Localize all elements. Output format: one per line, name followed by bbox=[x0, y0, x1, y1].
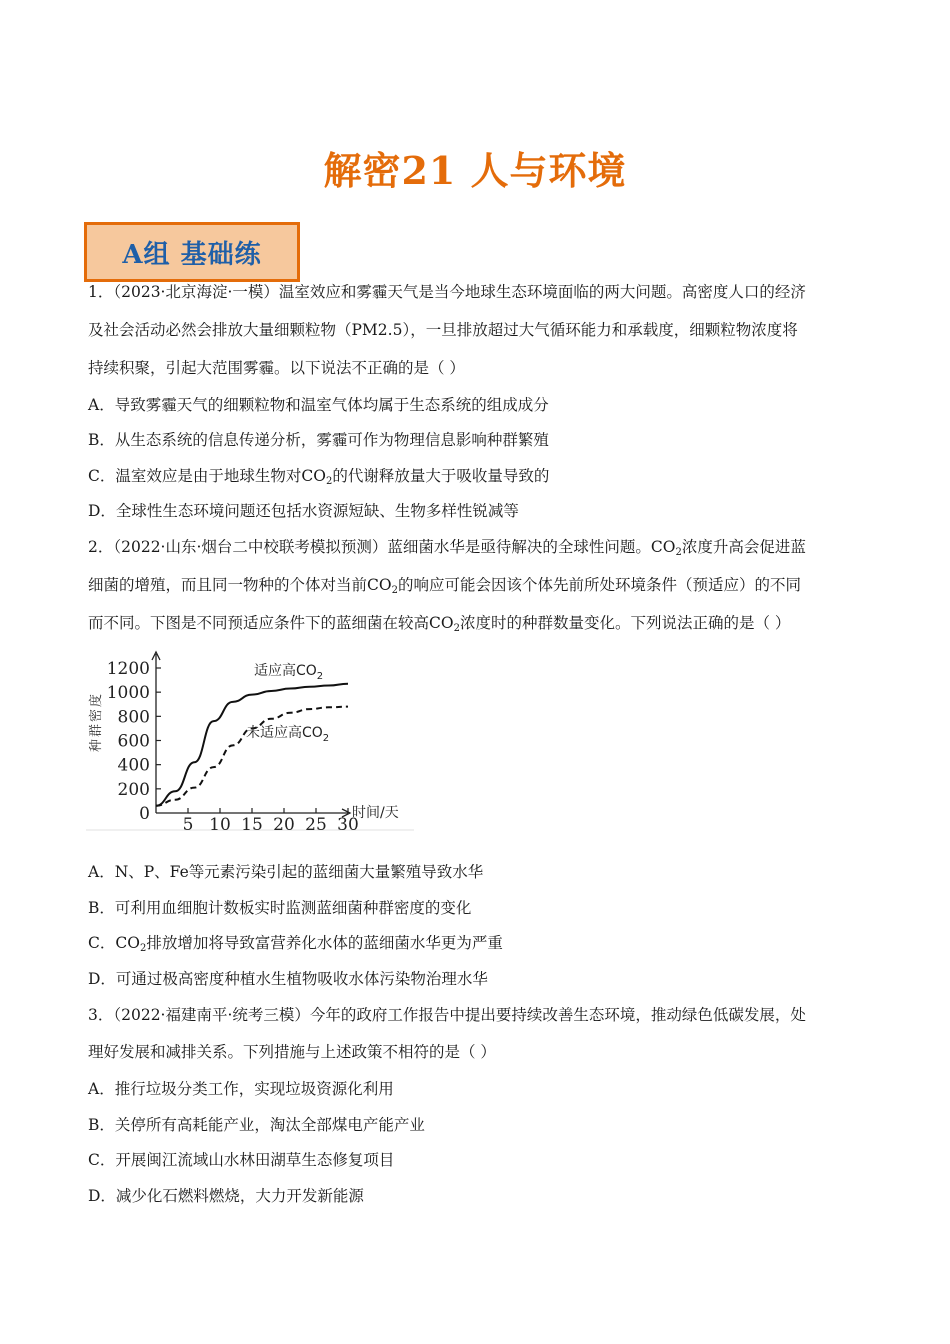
chart-x-label: 时间/天 bbox=[352, 805, 399, 821]
q1-option-c: C．温室效应是由于地球生物对$CO_2$的代谢释放量大于吸收量导致的 bbox=[88, 467, 550, 487]
chart-y-tick-label: 1000 bbox=[106, 683, 150, 704]
chart-x-tick-label: 25 bbox=[305, 815, 327, 834]
q1-option-b: B．从生态系统的信息传递分析，雾霾可作为物理信息影响种群繁殖 bbox=[88, 431, 549, 449]
chart-x-tick-label: 15 bbox=[241, 815, 263, 834]
chart-x-tick-label: 30 bbox=[337, 815, 359, 834]
chart-y-tick-label: 200 bbox=[117, 779, 150, 800]
section-label: A组 基础练 bbox=[84, 222, 300, 282]
chart-y-label: 种群密度 bbox=[89, 691, 104, 753]
population-density-chart bbox=[86, 648, 416, 834]
chart-x-tick-label: 5 bbox=[182, 815, 194, 834]
chart-x-tick-label: 20 bbox=[273, 815, 295, 834]
chart-x-tick-label: 10 bbox=[209, 815, 231, 834]
chart-series-label-adapted: 适应高$CO_2$ bbox=[254, 663, 324, 682]
page-title: 解密21 人与环境 bbox=[323, 148, 627, 193]
q3-stem-line-1: 3．（2022·福建南平·统考三模）今年的政府工作报告中提出要持续改善生态环境，推动绿色低碳发展，处 bbox=[88, 1006, 806, 1024]
q2-option-c: C．$CO_2$排放增加将导致富营养化水体的蓝细菌水华更为严重 bbox=[88, 934, 503, 954]
q3-option-d: D．减少化石燃料燃烧，大力开发新能源 bbox=[88, 1187, 364, 1205]
q2-option-d: D．可通过极高密度种植水生植物吸收水体污染物治理水华 bbox=[88, 970, 488, 988]
chart-series-label-unadapted: 未适应高$CO_2$ bbox=[246, 725, 330, 744]
chart-series-line-unadapted bbox=[156, 707, 348, 806]
q1-option-a: A．导致雾霾天气的细颗粒物和温室气体均属于生态系统的组成成分 bbox=[88, 396, 549, 414]
q2-stem-line-1: 2．（2022·山东·烟台二中校联考模拟预测）蓝细菌水华是亟待解决的全球性问题。$CO_2$浓度升高会促进蓝 bbox=[88, 538, 806, 558]
q3-option-c: C．开展闽江流域山水林田湖草生态修复项目 bbox=[88, 1151, 395, 1169]
chart-y-tick-label: 600 bbox=[117, 731, 150, 752]
q2-stem-line-3: 而不同。下图是不同预适应条件下的蓝细菌在较高$CO_2$浓度时的种群数量变化。下列说法正确的是（ ） bbox=[88, 614, 791, 634]
chart-y-tick-label: 0 bbox=[139, 804, 150, 824]
q3-option-a: A．推行垃圾分类工作，实现垃圾资源化利用 bbox=[88, 1080, 394, 1098]
q1-stem-line-2: 及社会活动必然会排放大量细颗粒物（PM2.5），一旦排放超过大气循环能力和承载度，细颗粒物浓度将 bbox=[88, 321, 798, 339]
q3-option-b: B．关停所有高耗能产业，淘汰全部煤电产能产业 bbox=[88, 1116, 425, 1134]
chart-y-tick-label: 1200 bbox=[106, 659, 150, 679]
q1-stem-line-3: 持续积聚，引起大范围雾霾。以下说法不正确的是（ ） bbox=[88, 359, 465, 377]
chart-y-tick-label: 400 bbox=[117, 755, 150, 776]
q3-stem-line-2: 理好发展和减排关系。下列措施与上述政策不相符的是（ ） bbox=[88, 1043, 496, 1061]
q1-stem-line-1: 1．（2023·北京海淀·一模）温室效应和雾霾天气是当今地球生态环境面临的两大问题。高密度人口的经济 bbox=[88, 283, 806, 301]
q2-option-a: A．N、P、Fe等元素污染引起的蓝细菌大量繁殖导致水华 bbox=[88, 863, 484, 881]
q2-stem-line-2: 细菌的增殖，而且同一物种的个体对当前$CO_2$的响应可能会因该个体先前所处环境条件（预适应）的不同 bbox=[88, 576, 801, 596]
chart-y-tick-label: 800 bbox=[117, 707, 150, 728]
chart-series-line-adapted bbox=[156, 684, 348, 806]
q1-option-d: D．全球性生态环境问题还包括水资源短缺、生物多样性锐减等 bbox=[88, 502, 519, 520]
q2-option-b: B．可利用血细胞计数板实时监测蓝细菌种群密度的变化 bbox=[88, 899, 472, 917]
